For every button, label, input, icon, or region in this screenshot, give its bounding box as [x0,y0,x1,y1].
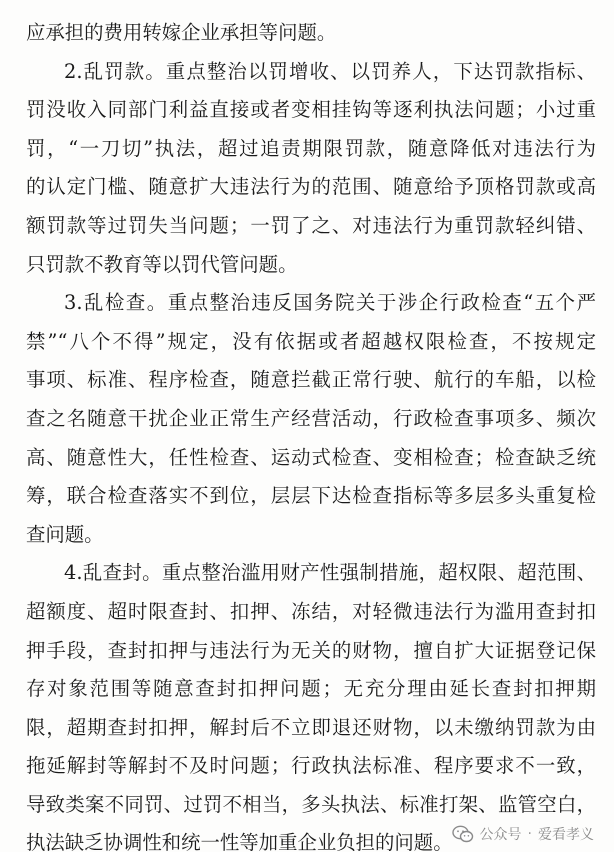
watermark-separator: · [527,826,532,842]
text-line: 筹，联合检查落实不到位，层层下达检查指标等多层多头重复检 [26,484,596,508]
text-line: 额罚款等过罚失当问题；一罚了之、对违法行为重罚款轻纠错、 [26,213,596,237]
text-line: 执法缺乏协调性和统一性等加重企业负担的问题。 [26,831,453,855]
paragraph-3-heading-line: 3.乱检查。重点整治违反国务院关于涉企行政检查“五个严 [64,291,596,315]
text-line: 应承担的费用转嫁企业承担等问题。 [26,21,337,44]
watermark-author: 爱看孝义 [538,827,594,843]
watermark-source: 公众号 [479,827,522,843]
text-line: 超额度、超时限查封、扣押、冻结，对轻微违法行为滥用查封扣 [26,599,596,623]
text-line: 罚，“一刀切”执法，超过追责期限罚款，随意降低对违法行为 [26,136,596,160]
text-line: 拖延解封等解封不及时问题；行政执法标准、程序要求不一致， [26,754,596,778]
text-line: 禁”“八个不得”规定，没有依据或者超越权限检查，不按规定 [26,329,596,353]
text-line: 事项、标准、程序检查，随意拦截正常行驶、航行的车船，以检 [26,368,596,392]
paragraph-4-heading-line: 4.乱查封。重点整治滥用财产性强制措施，超权限、超范围、 [64,561,596,585]
document-body [26,14,596,863]
text-line: 导致类案不同罚、过罚不相当，多头执法、标准打架、监管空白， [26,792,596,816]
paragraph-2-heading-line: 2.乱罚款。重点整治以罚增收、以罚养人，下达罚款指标、 [64,59,596,83]
text-line: 的认定门槛、随意扩大违法行为的范围、随意给予顶格罚款或高 [26,175,596,199]
text-line: 查之名随意干扰企业正常生产经营活动，行政检查事项多、频次 [26,406,596,430]
text-line: 查问题。 [26,522,104,546]
text-line: 只罚款不教育等以罚代管问题。 [26,252,298,276]
text-line: 高、随意性大，任性检查、运动式检查、变相检查；检查缺乏统 [26,445,596,469]
wechat-icon [452,825,474,843]
text-line: 限，超期查封扣押，解封后不立即退还财物，以未缴纳罚款为由 [26,715,596,739]
text-line: 罚没收入同部门利益直接或者变相挂钩等逐利执法问题；小过重 [26,98,596,122]
watermark [452,824,594,844]
text-line: 押手段，查封扣押与违法行为无关的财物，擅自扩大证据登记保 [26,638,596,662]
text-line: 存对象范围等随意查封扣押问题；无充分理由延长查封扣押期 [26,677,596,701]
